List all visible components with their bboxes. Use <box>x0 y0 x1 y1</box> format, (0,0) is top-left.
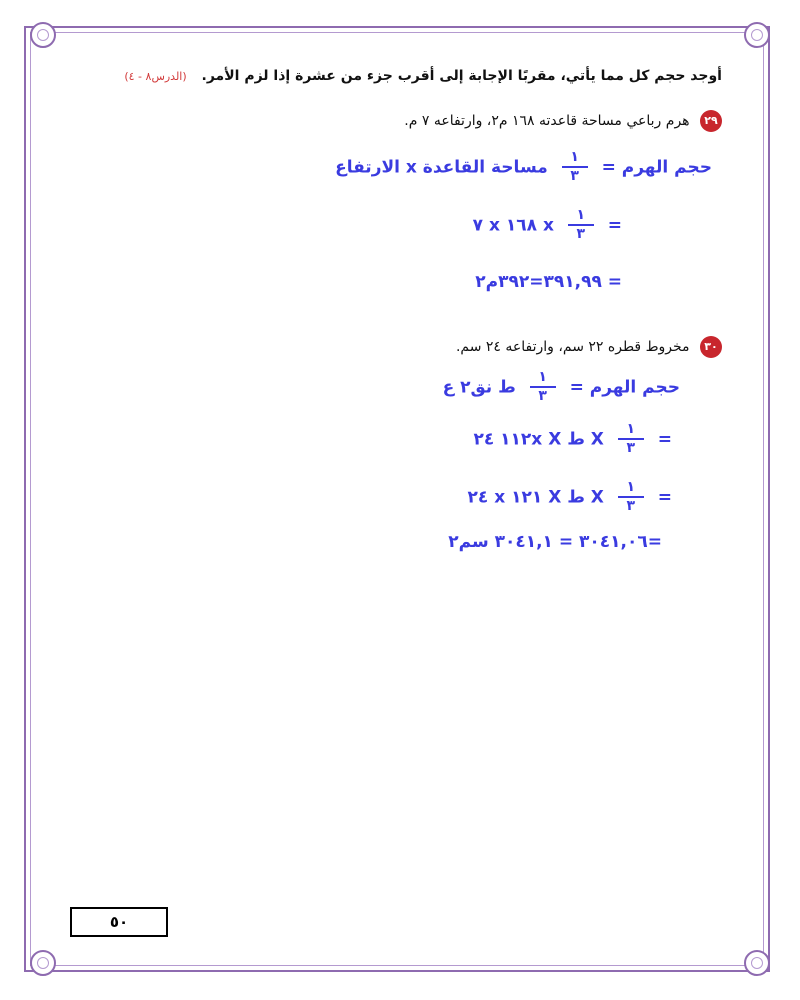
corner-ornament-icon <box>744 22 770 48</box>
q30-substitution-line: = $\frac{١}{٣}$ X ط X ١١٢x ٢٤ <box>473 421 672 457</box>
q29-formula-line <box>335 150 712 185</box>
instruction-header <box>72 68 722 84</box>
corner-ornament-icon <box>30 22 56 48</box>
formula-right: مساحة القاعدة x الارتفاع <box>335 157 548 178</box>
question-30 <box>456 336 722 358</box>
corner-ornament-icon <box>30 950 56 976</box>
q29-result-line: = ٣٩١,٩٩=٣٩٢م٢ <box>475 272 622 292</box>
question-29 <box>404 110 722 132</box>
q30-computation-line: = $\frac{١}{٣}$ X ط X ١٢١ x ٢٤ <box>467 479 672 515</box>
question-number-badge: ٢٩ <box>700 110 722 132</box>
fraction-one-third: $\frac{١}{٣}$ <box>618 480 644 515</box>
formula-left: حجم الهرم = <box>601 157 712 178</box>
fraction-one-third: $\frac{١}{٣}$ <box>562 150 588 185</box>
corner-ornament-icon <box>744 950 770 976</box>
question-statement: مخروط قطره ٢٢ سم، وارتفاعه ٢٤ سم. <box>455 339 690 355</box>
fraction-one-third: $\frac{١}{٣}$ <box>618 422 644 457</box>
page-number: ٥٠ <box>70 907 168 937</box>
q30-result-line: =٣٠٤١,٠٦ = ٣٠٤١,١ سم٢ <box>448 532 662 552</box>
question-number-badge: ٣٠ <box>700 336 722 358</box>
instruction-text: أوجد حجم كل مما يأتي، مقربًا الإجابة إلى أقرب جزء من عشرة إذا لزم الأمر. <box>201 68 722 84</box>
q30-formula-line: حجم الهرم = $\frac{١}{٣}$ ط نق٢ ع <box>442 369 680 405</box>
fraction-one-third: $\frac{١}{٣}$ <box>530 370 556 405</box>
fraction-one-third: $\frac{١}{٣}$ <box>568 208 594 243</box>
lesson-reference: (الدرس٨ - ٤) <box>124 70 187 83</box>
question-statement: هرم رباعي مساحة قاعدته ١٦٨ م٢، وارتفاعه ٧ م. <box>404 113 690 129</box>
q29-substitution-line: = $\frac{١}{٣}$ x ١٦٨ x ٧ <box>472 207 622 243</box>
